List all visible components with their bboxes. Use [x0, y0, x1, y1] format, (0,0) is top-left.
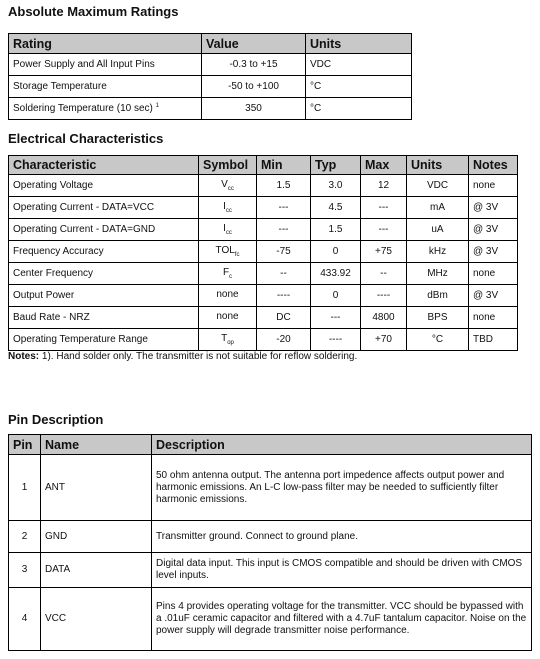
pin-name-cell: VCC: [41, 588, 152, 651]
symbol-text: V: [221, 179, 228, 190]
column-header-notes: Notes: [469, 156, 518, 175]
table-row: [9, 54, 412, 76]
symbol-text: I: [223, 223, 226, 234]
characteristic-cell: Frequency Accuracy: [9, 241, 199, 263]
min-cell: 1.5: [257, 175, 311, 197]
table-header-row: [9, 435, 532, 455]
column-header-typ: Typ: [311, 156, 361, 175]
symbol-cell: [199, 219, 257, 241]
symbol-text: F: [222, 267, 230, 278]
characteristic-cell: Output Power: [9, 285, 199, 307]
typ-cell: ----: [311, 329, 361, 351]
symbol-subscript: c: [229, 274, 233, 280]
symbol-cell: [199, 175, 257, 197]
table-row: [9, 76, 412, 98]
pin-number-cell: 4: [9, 588, 41, 651]
rating-cell: Power Supply and All Input Pins: [9, 54, 202, 76]
max-cell: 4800: [361, 307, 407, 329]
max-cell: --: [361, 263, 407, 285]
symbol-cell: [199, 285, 257, 307]
pin-description-cell: Pins 4 provides operating voltage for the transmitter. VCC should be bypassed with a .01uF ceramic capacitor and filtered with a 4.7uF tantalum capacitor. Noise on the power supply will degrade transmitter noise performance.: [152, 588, 532, 651]
symbol-cell: [199, 241, 257, 263]
value-cell: 350: [202, 98, 306, 120]
max-cell: ---: [361, 197, 407, 219]
pin-description-cell: 50 ohm antenna output. The antenna port impedence affects output power and harmonic emissions. An L-C low-pass filter may be needed to sufficiently filter harmonic emissions.: [152, 455, 532, 521]
units-cell: VDC: [407, 175, 469, 197]
units-cell: mA: [407, 197, 469, 219]
symbol-subscript: fc: [234, 252, 240, 258]
units-cell: °C: [407, 329, 469, 351]
characteristic-cell: Operating Temperature Range: [9, 329, 199, 351]
pin-number-cell: 2: [9, 521, 41, 553]
characteristic-cell: Operating Current - DATA=GND: [9, 219, 199, 241]
pin-number-cell: 3: [9, 553, 41, 588]
pin-name-cell: DATA: [41, 553, 152, 588]
table-row: [9, 263, 518, 285]
characteristic-cell: Operating Voltage: [9, 175, 199, 197]
table-row: [9, 285, 518, 307]
symbol-cell: [199, 307, 257, 329]
column-header-units: Units: [306, 34, 412, 54]
characteristic-cell: Center Frequency: [9, 263, 199, 285]
typ-cell: 0: [311, 241, 361, 263]
section-title-absolute-maximum-ratings: Absolute Maximum Ratings: [8, 4, 179, 19]
notes-cell: @ 3V: [469, 285, 518, 307]
table-header-row: [9, 34, 412, 54]
units-cell: MHz: [407, 263, 469, 285]
units-cell: °C: [306, 98, 412, 120]
typ-cell: 1.5: [311, 219, 361, 241]
symbol-cell: [199, 263, 257, 285]
footnote-marker: 1: [155, 103, 160, 109]
symbol-text: TOL: [215, 245, 235, 256]
symbol-subscript: cc: [225, 230, 232, 236]
symbol-text: I: [223, 201, 226, 212]
table-row: [9, 455, 532, 521]
absolute-maximum-ratings-table: [8, 33, 412, 120]
column-header-description: Description: [152, 435, 532, 455]
pin-description-table: [8, 434, 532, 651]
table-row: [9, 588, 532, 651]
units-cell: dBm: [407, 285, 469, 307]
column-header-pin: Pin: [9, 435, 41, 455]
section-title-pin-description: Pin Description: [8, 412, 104, 427]
symbol-cell: [199, 329, 257, 351]
pin-description-cell: Digital data input. This input is CMOS compatible and should be driven with CMOS level inputs.: [152, 553, 532, 588]
min-cell: -75: [257, 241, 311, 263]
symbol-text: T: [221, 333, 228, 344]
units-cell: °C: [306, 76, 412, 98]
typ-cell: 0: [311, 285, 361, 307]
value-cell: -50 to +100: [202, 76, 306, 98]
notes-cell: none: [469, 307, 518, 329]
characteristic-cell: Baud Rate - NRZ: [9, 307, 199, 329]
notes-cell: @ 3V: [469, 241, 518, 263]
table-row: [9, 241, 518, 263]
typ-cell: 3.0: [311, 175, 361, 197]
max-cell: +70: [361, 329, 407, 351]
min-cell: ---: [257, 219, 311, 241]
notes-label: Notes:: [8, 351, 40, 362]
column-header-characteristic: Characteristic: [9, 156, 199, 175]
symbol-subscript: cc: [227, 186, 234, 192]
units-cell: uA: [407, 219, 469, 241]
symbol-subscript: cc: [225, 208, 232, 214]
max-cell: 12: [361, 175, 407, 197]
min-cell: -20: [257, 329, 311, 351]
units-cell: BPS: [407, 307, 469, 329]
value-cell: -0.3 to +15: [202, 54, 306, 76]
symbol-cell: [199, 197, 257, 219]
notes-cell: @ 3V: [469, 197, 518, 219]
notes-text: 1). Hand solder only. The transmitter is not suitable for reflow soldering.: [41, 351, 358, 362]
column-header-units: Units: [407, 156, 469, 175]
electrical-characteristics-table: [8, 155, 518, 351]
min-cell: DC: [257, 307, 311, 329]
notes-cell: none: [469, 175, 518, 197]
table-row: [9, 521, 532, 553]
column-header-value: Value: [202, 34, 306, 54]
column-header-rating: Rating: [9, 34, 202, 54]
table-row: [9, 98, 412, 120]
symbol-subscript: op: [227, 340, 234, 346]
rating-text: Soldering Temperature (10 sec): [13, 103, 153, 114]
notes-footnote: [8, 351, 357, 362]
column-header-symbol: Symbol: [199, 156, 257, 175]
notes-cell: TBD: [469, 329, 518, 351]
symbol-text: none: [216, 289, 239, 300]
min-cell: --: [257, 263, 311, 285]
notes-cell: none: [469, 263, 518, 285]
symbol-text: none: [216, 311, 239, 322]
typ-cell: ---: [311, 307, 361, 329]
rating-cell: Storage Temperature: [9, 76, 202, 98]
units-cell: kHz: [407, 241, 469, 263]
typ-cell: 433.92: [311, 263, 361, 285]
notes-cell: @ 3V: [469, 219, 518, 241]
max-cell: +75: [361, 241, 407, 263]
pin-name-cell: ANT: [41, 455, 152, 521]
column-header-name: Name: [41, 435, 152, 455]
min-cell: ----: [257, 285, 311, 307]
table-row: [9, 197, 518, 219]
pin-name-cell: GND: [41, 521, 152, 553]
characteristic-cell: Operating Current - DATA=VCC: [9, 197, 199, 219]
table-header-row: [9, 156, 518, 175]
typ-cell: 4.5: [311, 197, 361, 219]
pin-description-cell: Transmitter ground. Connect to ground plane.: [152, 521, 532, 553]
rating-cell: [9, 98, 202, 120]
column-header-min: Min: [257, 156, 311, 175]
max-cell: ---: [361, 219, 407, 241]
table-row: [9, 329, 518, 351]
section-title-electrical-characteristics: Electrical Characteristics: [8, 131, 164, 146]
table-row: [9, 307, 518, 329]
pin-number-cell: 1: [9, 455, 41, 521]
column-header-max: Max: [361, 156, 407, 175]
table-row: [9, 553, 532, 588]
max-cell: ----: [361, 285, 407, 307]
table-row: [9, 219, 518, 241]
table-row: [9, 175, 518, 197]
min-cell: ---: [257, 197, 311, 219]
units-cell: VDC: [306, 54, 412, 76]
